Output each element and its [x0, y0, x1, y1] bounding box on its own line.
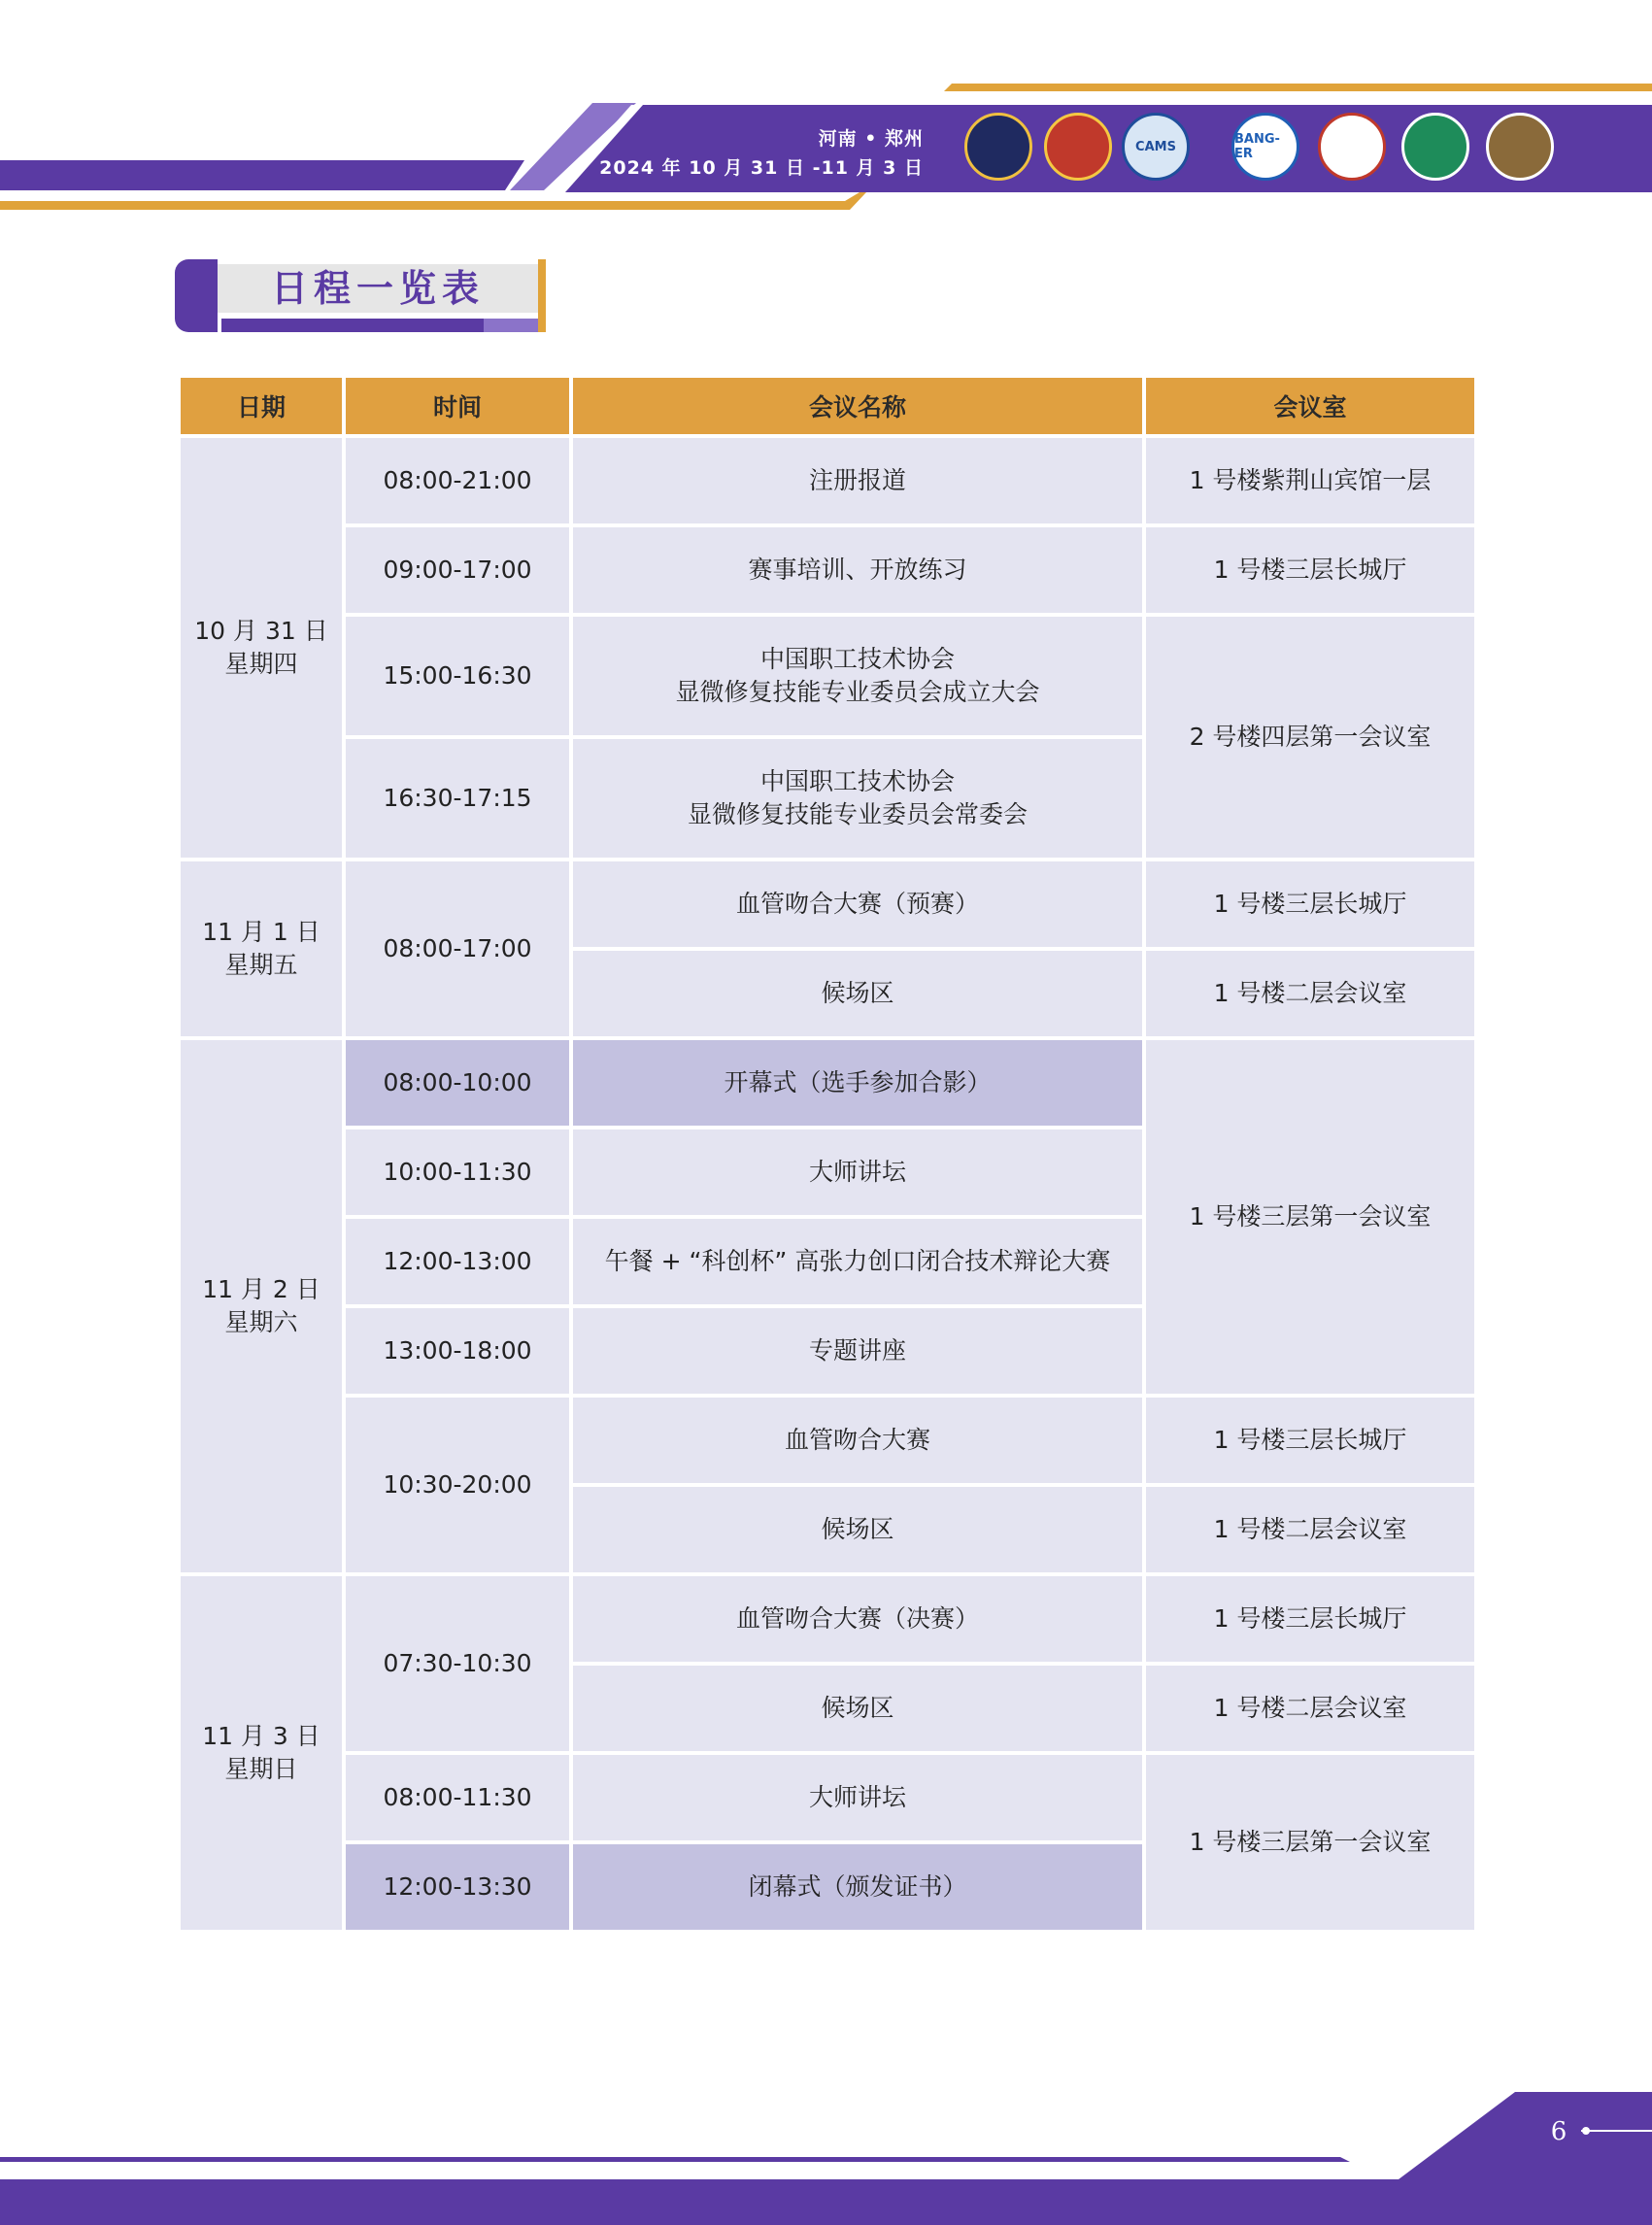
header-banner: [0, 0, 1652, 219]
meeting-name-cell: 中国职工技术协会 显微修复技能专业委员会常委会: [573, 739, 1142, 858]
title-underline: [221, 319, 484, 332]
table-header-row: [181, 378, 1474, 434]
meeting-name-cell: 血管吻合大赛: [573, 1398, 1142, 1483]
meeting-name-cell: 血管吻合大赛（决赛）: [573, 1576, 1142, 1662]
meeting-name-cell: 大师讲坛: [573, 1755, 1142, 1840]
table-row: [181, 1040, 1474, 1126]
header-time: 时间: [346, 378, 569, 434]
time-cell: 12:00-13:30: [346, 1844, 569, 1930]
meeting-room-cell: 2 号楼四层第一会议室: [1146, 617, 1474, 858]
time-cell: 13:00-18:00: [346, 1308, 569, 1394]
meeting-room-cell: 1 号楼二层会议室: [1146, 1487, 1474, 1572]
table-row: [181, 438, 1474, 523]
section-title-badge: [175, 259, 549, 335]
meeting-name-cell: 血管吻合大赛（预赛）: [573, 861, 1142, 947]
header-meeting-room: 会议室: [1146, 378, 1474, 434]
medical-association-icon: [1401, 113, 1469, 181]
union-emblem-icon: [964, 113, 1032, 181]
title-underline-light: [484, 319, 538, 332]
meeting-room-cell: 1 号楼三层第一会议室: [1146, 1040, 1474, 1394]
date-cell: 11 月 1 日 星期五: [181, 861, 342, 1036]
university-seal-icon: [1486, 113, 1554, 181]
time-cell: 08:00-11:30: [346, 1755, 569, 1840]
time-cell: 09:00-17:00: [346, 527, 569, 613]
trade-union-icon: [1044, 113, 1112, 181]
meeting-name-cell: 专题讲座: [573, 1308, 1142, 1394]
time-cell: 08:00-17:00: [346, 861, 569, 1036]
table-row: [181, 1398, 1474, 1483]
event-location: 河南 • 郑州: [818, 128, 924, 150]
time-cell: 10:00-11:30: [346, 1129, 569, 1215]
header-date: 日期: [181, 378, 342, 434]
hospital-logo-icon: [1318, 113, 1386, 181]
meeting-name-cell: 候场区: [573, 1666, 1142, 1751]
meeting-name-cell: 中国职工技术协会 显微修复技能专业委员会成立大会: [573, 617, 1142, 735]
meeting-room-cell: 1 号楼二层会议室: [1146, 1666, 1474, 1751]
date-cell: 10 月 31 日 星期四: [181, 438, 342, 858]
title-accent-right: [538, 259, 546, 332]
table-row: [181, 617, 1474, 735]
title-accent-left: [175, 259, 218, 332]
time-cell: 07:30-10:30: [346, 1576, 569, 1751]
meeting-room-cell: 1 号楼三层长城厅: [1146, 1576, 1474, 1662]
meeting-name-cell: 开幕式（选手参加合影）: [573, 1040, 1142, 1126]
table-row: [181, 1755, 1474, 1840]
meeting-room-cell: 1 号楼三层第一会议室: [1146, 1755, 1474, 1930]
schedule-table: [177, 374, 1478, 1934]
time-cell: 08:00-21:00: [346, 438, 569, 523]
time-cell: 10:30-20:00: [346, 1398, 569, 1572]
meeting-name-cell: 候场区: [573, 951, 1142, 1036]
date-cell: 11 月 2 日 星期六: [181, 1040, 342, 1572]
meeting-name-cell: 闭幕式（颁发证书）: [573, 1844, 1142, 1930]
meeting-room-cell: 1 号楼三层长城厅: [1146, 527, 1474, 613]
time-cell: 08:00-10:00: [346, 1040, 569, 1126]
footer-banner: [0, 2078, 1652, 2225]
meeting-name-cell: 注册报道: [573, 438, 1142, 523]
time-cell: 16:30-17:15: [346, 739, 569, 858]
meeting-room-cell: 1 号楼三层长城厅: [1146, 861, 1474, 947]
event-location-dates: [599, 124, 924, 183]
header-meeting-name: 会议名称: [573, 378, 1142, 434]
date-cell: 11 月 3 日 星期日: [181, 1576, 342, 1930]
bang-er-logo-icon: BANG-ER: [1231, 113, 1299, 181]
meeting-name-cell: 午餐 + “科创杯” 高张力创口闭合技术辩论大赛: [573, 1219, 1142, 1304]
event-dates: 2024 年 10 月 31 日 -11 月 3 日: [599, 157, 924, 179]
table-row: [181, 1576, 1474, 1662]
meeting-name-cell: 候场区: [573, 1487, 1142, 1572]
time-cell: 15:00-16:30: [346, 617, 569, 735]
table-row: [181, 861, 1474, 947]
meeting-room-cell: 1 号楼三层长城厅: [1146, 1398, 1474, 1483]
cams-logo-icon: CAMS: [1122, 113, 1190, 181]
page-number: 6: [1550, 2117, 1568, 2146]
time-cell: 12:00-13:00: [346, 1219, 569, 1304]
meeting-room-cell: 1 号楼二层会议室: [1146, 951, 1474, 1036]
meeting-name-cell: 大师讲坛: [573, 1129, 1142, 1215]
meeting-room-cell: 1 号楼紫荆山宾馆一层: [1146, 438, 1474, 523]
page-title: 日程一览表: [270, 267, 485, 310]
table-row: [181, 527, 1474, 613]
meeting-name-cell: 赛事培训、开放练习: [573, 527, 1142, 613]
